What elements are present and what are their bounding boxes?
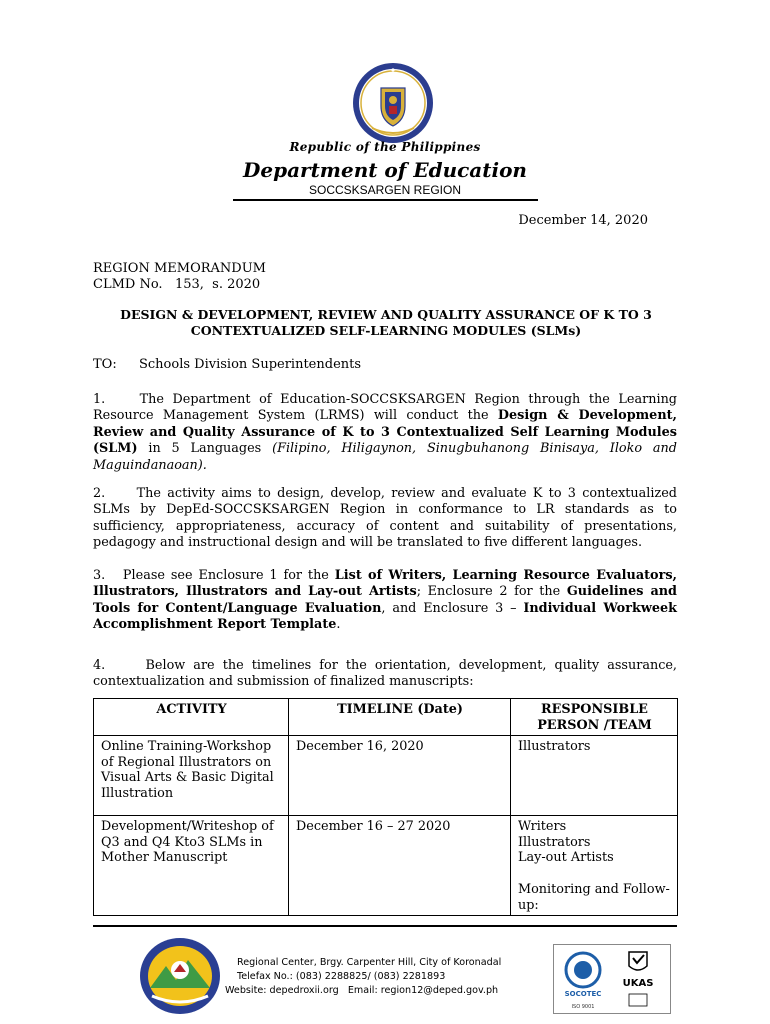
paragraph-1-text-a: 1. The Department of Education-SOCCSKSARGEN Region through the Learning Resource Management System (LRMS) will conduct the <box>93 392 682 424</box>
responsible-entry: Writers <box>518 819 567 835</box>
region-heading: SOCCSKSARGEN REGION <box>308 183 462 197</box>
paragraph-3-text-c: ; Enclosure 2 for the <box>416 584 567 600</box>
table-row <box>94 736 678 816</box>
table-header-responsible: RESPONSIBLE PERSON /TEAM <box>511 699 678 736</box>
memo-type: REGION MEMORANDUM <box>93 261 266 276</box>
paragraph-1-bold: Design & Development, Review and Quality Assurance of K to 3 Contextualized Self Learning Modules (SLM) <box>93 408 677 457</box>
paragraph-2: 2. The activity aims to design, develop, review and evaluate K to 3 contextualized SLMs by DepEd-SOCCSKSARGEN Region in conformance to LR standards as to sufficiency, appropriateness, accuracy of content and suitability of presentations, pedagogy and instructional design and will be translated to five different languages. <box>93 486 682 551</box>
responsible-entry: Illustrators <box>518 739 591 755</box>
footer-contact <box>225 956 501 998</box>
to-label: TO: <box>93 357 117 372</box>
paragraph-3-text-g: . <box>336 617 341 633</box>
table-cell-activity: Online Training-Workshop of Regional Illustrators on Visual Arts & Basic Digital Illustration <box>94 736 289 816</box>
iso-certification-icon <box>553 944 671 1014</box>
footer-phone: Telefax No.: (083) 2288825/ (083) 2281893 <box>237 971 446 982</box>
deped-seal-icon <box>352 62 434 144</box>
paragraph-3-enclosure-2: Guidelines and Tools for Content/Language Evaluation <box>93 584 677 616</box>
table-cell-responsible <box>511 816 678 916</box>
addressee-line <box>93 357 361 372</box>
table-cell-timeline: December 16 – 27 2020 <box>289 816 511 916</box>
paragraph-4: 4. Below are the timelines for the orientation, development, quality assurance, contextualization and submission of finalized manuscripts: <box>93 658 682 690</box>
responsible-entry: Illustrators <box>518 834 591 850</box>
paragraph-3-enclosure-3: Individual Workweek Accomplishment Report Template <box>93 600 677 633</box>
footer-address: Regional Center, Brgy. Carpenter Hill, City of Koronadal <box>237 957 502 968</box>
cert-ukas-label: UKAS <box>622 978 654 989</box>
paragraph-3-enclosure-1: List of Writers, Learning Resource Evaluators, Illustrators, Illustrators and Lay-out Artists <box>93 568 677 600</box>
memo-number: CLMD No. 153, s. 2020 <box>93 277 261 292</box>
memo-title-line-1: DESIGN & DEVELOPMENT, REVIEW AND QUALITY ASSURANCE OF K TO 3 <box>120 307 652 322</box>
table-header-activity: ACTIVITY <box>94 699 289 736</box>
footer-divider <box>93 925 677 927</box>
paragraph-3 <box>93 568 677 634</box>
table-cell-responsible <box>511 736 678 816</box>
table-cell-activity: Development/Writeshop of Q3 and Q4 Kto3 SLMs in Mother Manuscript <box>94 816 289 916</box>
regional-office-logo-icon <box>136 936 224 1016</box>
table-row <box>94 816 678 916</box>
cert-socotec-label: SOCOTEC <box>564 990 602 998</box>
paragraph-3-text-a: 3. Please see Enclosure 1 for the <box>93 568 335 583</box>
memo-reference <box>93 261 266 293</box>
memo-title <box>93 307 679 339</box>
republic-heading: Republic of the Philippines <box>289 140 481 154</box>
cert-iso-label: ISO 9001 <box>571 1004 595 1010</box>
table-header-row <box>94 699 678 736</box>
department-heading: Department of Education <box>243 158 527 182</box>
header-divider <box>233 199 538 201</box>
table-header-timeline: TIMELINE (Date) <box>289 699 511 736</box>
responsible-entry: Monitoring and Follow-up: <box>518 881 670 913</box>
memo-date: December 14, 2020 <box>518 213 648 228</box>
footer-web: Website: depedroxii.org Email: region12@deped.gov.ph <box>225 985 499 996</box>
to-value: Schools Division Superintendents <box>139 357 362 372</box>
timeline-table <box>93 698 678 916</box>
memo-title-line-2: CONTEXTUALIZED SELF-LEARNING MODULES (SLMs) <box>190 323 582 338</box>
paragraph-3-text-e: , and Enclosure 3 – <box>381 600 524 616</box>
responsible-entry: Lay-out Artists <box>518 850 614 866</box>
paragraph-1-languages: (Filipino, Hiligaynon, Sinugbuhanong Binisaya, Iloko and Maguindanaoan). <box>93 441 677 473</box>
responsible-spacer <box>518 866 671 882</box>
table-cell-timeline: December 16, 2020 <box>289 736 511 816</box>
paragraph-1-text-c: in 5 Languages <box>137 441 273 457</box>
paragraph-1 <box>93 392 682 474</box>
